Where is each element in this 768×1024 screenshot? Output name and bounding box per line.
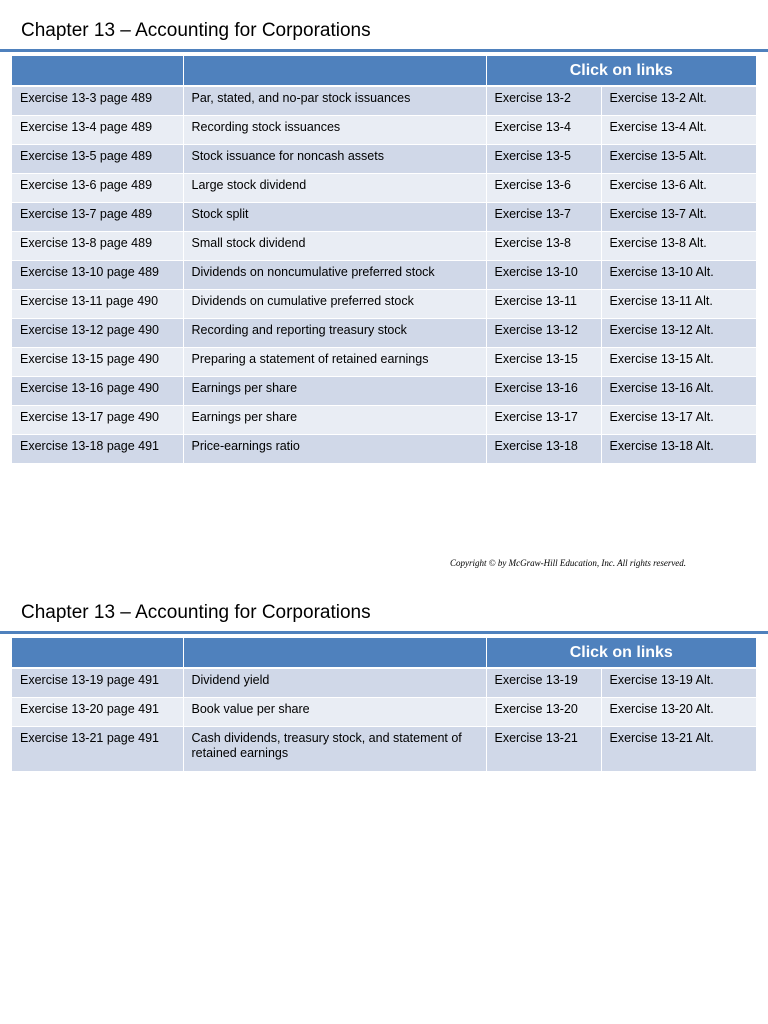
exercise-link[interactable]: Exercise 13-8	[486, 231, 601, 260]
exercise-alt-link[interactable]: Exercise 13-6 Alt.	[601, 173, 756, 202]
header-click-on-links: Click on links	[486, 638, 756, 668]
topic-cell: Book value per share	[183, 697, 486, 726]
exercise-cell: Exercise 13-5 page 489	[12, 144, 183, 173]
topic-cell: Cash dividends, treasury stock, and statement of retained earnings	[183, 726, 486, 771]
exercise-alt-link[interactable]: Exercise 13-4 Alt.	[601, 115, 756, 144]
exercise-cell: Exercise 13-17 page 490	[12, 405, 183, 434]
exercise-table	[12, 56, 756, 464]
table-body	[12, 86, 756, 463]
topic-cell: Dividends on cumulative preferred stock	[183, 289, 486, 318]
exercise-link[interactable]: Exercise 13-19	[486, 668, 601, 697]
table-row	[12, 434, 756, 463]
table-row	[12, 405, 756, 434]
exercise-alt-link[interactable]: Exercise 13-17 Alt.	[601, 405, 756, 434]
header-exercise	[12, 56, 183, 86]
topic-cell: Earnings per share	[183, 405, 486, 434]
table-row	[12, 697, 756, 726]
header-topic	[183, 638, 486, 668]
table-row	[12, 173, 756, 202]
table-row	[12, 231, 756, 260]
exercise-cell: Exercise 13-7 page 489	[12, 202, 183, 231]
table-row	[12, 260, 756, 289]
topic-cell: Preparing a statement of retained earnings	[183, 347, 486, 376]
exercise-alt-link[interactable]: Exercise 13-8 Alt.	[601, 231, 756, 260]
exercise-link[interactable]: Exercise 13-11	[486, 289, 601, 318]
exercise-cell: Exercise 13-19 page 491	[12, 668, 183, 697]
table-row	[12, 726, 756, 771]
exercise-cell: Exercise 13-18 page 491	[12, 434, 183, 463]
exercise-link[interactable]: Exercise 13-18	[486, 434, 601, 463]
exercise-cell: Exercise 13-21 page 491	[12, 726, 183, 771]
table-header-row	[12, 638, 756, 668]
exercise-cell: Exercise 13-8 page 489	[12, 231, 183, 260]
exercise-cell: Exercise 13-10 page 489	[12, 260, 183, 289]
exercise-alt-link[interactable]: Exercise 13-11 Alt.	[601, 289, 756, 318]
table-row	[12, 347, 756, 376]
exercise-alt-link[interactable]: Exercise 13-16 Alt.	[601, 376, 756, 405]
slide-title: Chapter 13 – Accounting for Corporations	[21, 602, 371, 623]
exercise-cell: Exercise 13-20 page 491	[12, 697, 183, 726]
exercise-cell: Exercise 13-12 page 490	[12, 318, 183, 347]
table-body	[12, 668, 756, 771]
topic-cell: Dividends on noncumulative preferred stock	[183, 260, 486, 289]
table-row	[12, 202, 756, 231]
topic-cell: Small stock dividend	[183, 231, 486, 260]
exercise-link[interactable]: Exercise 13-6	[486, 173, 601, 202]
exercise-cell: Exercise 13-16 page 490	[12, 376, 183, 405]
exercise-link[interactable]: Exercise 13-15	[486, 347, 601, 376]
table-row	[12, 376, 756, 405]
topic-cell: Earnings per share	[183, 376, 486, 405]
exercise-link[interactable]: Exercise 13-17	[486, 405, 601, 434]
header-exercise	[12, 638, 183, 668]
exercise-link[interactable]: Exercise 13-21	[486, 726, 601, 771]
exercise-link[interactable]: Exercise 13-16	[486, 376, 601, 405]
exercise-link[interactable]: Exercise 13-10	[486, 260, 601, 289]
exercise-cell: Exercise 13-4 page 489	[12, 115, 183, 144]
exercise-alt-link[interactable]: Exercise 13-15 Alt.	[601, 347, 756, 376]
exercise-cell: Exercise 13-15 page 490	[12, 347, 183, 376]
topic-cell: Price-earnings ratio	[183, 434, 486, 463]
table-row	[12, 115, 756, 144]
header-topic	[183, 56, 486, 86]
exercise-table	[12, 638, 756, 772]
title-rule	[0, 631, 768, 634]
exercise-link[interactable]: Exercise 13-7	[486, 202, 601, 231]
exercise-alt-link[interactable]: Exercise 13-18 Alt.	[601, 434, 756, 463]
header-click-on-links: Click on links	[486, 56, 756, 86]
table-header-row	[12, 56, 756, 86]
topic-cell: Dividend yield	[183, 668, 486, 697]
exercise-alt-link[interactable]: Exercise 13-19 Alt.	[601, 668, 756, 697]
exercise-link[interactable]: Exercise 13-20	[486, 697, 601, 726]
table-row	[12, 318, 756, 347]
slide-2	[0, 582, 768, 1024]
exercise-cell: Exercise 13-6 page 489	[12, 173, 183, 202]
exercise-alt-link[interactable]: Exercise 13-21 Alt.	[601, 726, 756, 771]
slide-title: Chapter 13 – Accounting for Corporations	[21, 20, 371, 41]
topic-cell: Stock issuance for noncash assets	[183, 144, 486, 173]
exercise-cell: Exercise 13-11 page 490	[12, 289, 183, 318]
exercise-alt-link[interactable]: Exercise 13-5 Alt.	[601, 144, 756, 173]
exercise-alt-link[interactable]: Exercise 13-12 Alt.	[601, 318, 756, 347]
topic-cell: Par, stated, and no-par stock issuances	[183, 86, 486, 115]
exercise-alt-link[interactable]: Exercise 13-7 Alt.	[601, 202, 756, 231]
topic-cell: Recording and reporting treasury stock	[183, 318, 486, 347]
table-row	[12, 86, 756, 115]
exercise-cell: Exercise 13-3 page 489	[12, 86, 183, 115]
topic-cell: Stock split	[183, 202, 486, 231]
exercise-alt-link[interactable]: Exercise 13-2 Alt.	[601, 86, 756, 115]
exercise-link[interactable]: Exercise 13-5	[486, 144, 601, 173]
exercise-link[interactable]: Exercise 13-12	[486, 318, 601, 347]
table-row	[12, 144, 756, 173]
topic-cell: Recording stock issuances	[183, 115, 486, 144]
exercise-alt-link[interactable]: Exercise 13-10 Alt.	[601, 260, 756, 289]
copyright-notice: Copyright © by McGraw-Hill Education, Inc. All rights reserved.	[450, 558, 687, 568]
table-row	[12, 289, 756, 318]
exercise-link[interactable]: Exercise 13-4	[486, 115, 601, 144]
exercise-alt-link[interactable]: Exercise 13-20 Alt.	[601, 697, 756, 726]
table-row	[12, 668, 756, 697]
title-rule	[0, 49, 768, 52]
topic-cell: Large stock dividend	[183, 173, 486, 202]
exercise-link[interactable]: Exercise 13-2	[486, 86, 601, 115]
